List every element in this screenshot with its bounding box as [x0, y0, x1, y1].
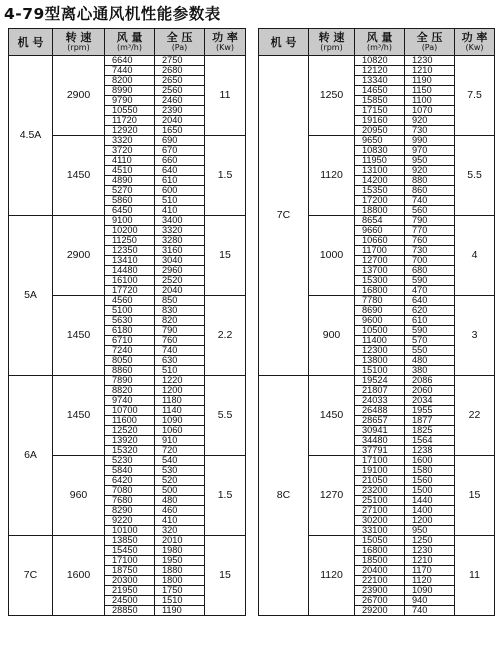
flow-cell: 22100 — [355, 576, 405, 586]
pressure-cell: 2460 — [155, 96, 205, 106]
speed-cell: 1270 — [309, 456, 355, 536]
power-cell: 5.5 — [455, 136, 495, 216]
flow-cell: 19100 — [355, 466, 405, 476]
flow-cell: 11720 — [105, 116, 155, 126]
flow-cell: 10200 — [105, 226, 155, 236]
flow-cell: 6710 — [105, 336, 155, 346]
flow-cell: 13850 — [105, 536, 155, 546]
pressure-cell: 1238 — [405, 446, 455, 456]
speed-cell: 1600 — [53, 536, 105, 616]
flow-cell: 7080 — [105, 486, 155, 496]
flow-cell: 7680 — [105, 496, 155, 506]
pressure-cell: 500 — [155, 486, 205, 496]
flow-cell: 13920 — [105, 436, 155, 446]
pressure-cell: 520 — [155, 476, 205, 486]
table-header-row — [9, 29, 246, 56]
pressure-cell: 730 — [405, 126, 455, 136]
pressure-cell: 1650 — [155, 126, 205, 136]
pressure-cell: 3400 — [155, 216, 205, 226]
flow-cell: 15100 — [355, 366, 405, 376]
flow-cell: 9220 — [105, 516, 155, 526]
pressure-cell: 640 — [155, 166, 205, 176]
power-cell: 22 — [455, 376, 495, 456]
flow-cell: 5100 — [105, 306, 155, 316]
pressure-cell: 2040 — [155, 116, 205, 126]
table-row — [9, 56, 246, 66]
flow-cell: 8654 — [355, 216, 405, 226]
flow-cell: 16800 — [355, 546, 405, 556]
flow-cell: 7780 — [355, 296, 405, 306]
pressure-cell: 1600 — [405, 456, 455, 466]
pressure-cell: 740 — [405, 196, 455, 206]
header-power: 功 率 (Kw) — [455, 29, 495, 56]
pressure-cell: 1060 — [155, 426, 205, 436]
flow-cell: 4890 — [105, 176, 155, 186]
pressure-cell: 2960 — [155, 266, 205, 276]
pressure-cell: 620 — [405, 306, 455, 316]
pressure-cell: 1090 — [155, 416, 205, 426]
flow-cell: 5840 — [105, 466, 155, 476]
pressure-cell: 670 — [155, 146, 205, 156]
pressure-cell: 640 — [405, 296, 455, 306]
pressure-cell: 3160 — [155, 246, 205, 256]
flow-cell: 3320 — [105, 136, 155, 146]
pressure-cell: 1877 — [405, 416, 455, 426]
flow-cell: 21050 — [355, 476, 405, 486]
pressure-cell: 610 — [155, 176, 205, 186]
flow-cell: 11950 — [355, 156, 405, 166]
pressure-cell: 1190 — [405, 76, 455, 86]
flow-cell: 19160 — [355, 116, 405, 126]
pressure-cell: 910 — [155, 436, 205, 446]
pressure-cell: 1800 — [155, 576, 205, 586]
page-title: 4-79型离心通风机性能参数表 — [4, 5, 221, 23]
pressure-cell: 950 — [405, 156, 455, 166]
pressure-cell: 1100 — [405, 96, 455, 106]
speed-cell: 1120 — [309, 536, 355, 616]
flow-cell: 10700 — [105, 406, 155, 416]
pressure-cell: 2040 — [155, 286, 205, 296]
flow-cell: 37791 — [355, 446, 405, 456]
pressure-cell: 700 — [405, 256, 455, 266]
flow-cell: 13800 — [355, 356, 405, 366]
flow-cell: 12300 — [355, 346, 405, 356]
pressure-cell: 1400 — [405, 506, 455, 516]
flow-cell: 5270 — [105, 186, 155, 196]
pressure-cell: 510 — [155, 196, 205, 206]
pressure-cell: 630 — [155, 356, 205, 366]
pressure-cell: 1230 — [405, 56, 455, 66]
pressure-cell: 990 — [405, 136, 455, 146]
pressure-cell: 550 — [405, 346, 455, 356]
table-row — [259, 376, 495, 386]
speed-cell: 2900 — [53, 56, 105, 136]
flow-cell: 5630 — [105, 316, 155, 326]
flow-cell: 26700 — [355, 596, 405, 606]
power-cell: 7.5 — [455, 56, 495, 136]
pressure-cell: 720 — [155, 446, 205, 456]
pressure-cell: 1250 — [405, 536, 455, 546]
flow-cell: 17720 — [105, 286, 155, 296]
pressure-cell: 2520 — [155, 276, 205, 286]
flow-cell: 15320 — [105, 446, 155, 456]
flow-cell: 6420 — [105, 476, 155, 486]
flow-cell: 26488 — [355, 406, 405, 416]
flow-cell: 10660 — [355, 236, 405, 246]
pressure-cell: 2650 — [155, 76, 205, 86]
flow-cell: 19524 — [355, 376, 405, 386]
pressure-cell: 410 — [155, 206, 205, 216]
flow-cell: 4110 — [105, 156, 155, 166]
flow-cell: 17150 — [355, 106, 405, 116]
pressure-cell: 690 — [155, 136, 205, 146]
speed-cell: 1250 — [309, 56, 355, 136]
flow-cell: 29200 — [355, 606, 405, 616]
header-model: 机 号 — [9, 29, 53, 56]
pressure-cell: 3280 — [155, 236, 205, 246]
pressure-cell: 740 — [155, 346, 205, 356]
header-speed: 转 速 (rpm) — [309, 29, 355, 56]
pressure-cell: 510 — [155, 366, 205, 376]
power-cell: 4 — [455, 216, 495, 296]
flow-cell: 18800 — [355, 206, 405, 216]
flow-cell: 20400 — [355, 566, 405, 576]
flow-cell: 24033 — [355, 396, 405, 406]
header-pressure: 全 压 (Pa) — [155, 29, 205, 56]
flow-cell: 15050 — [355, 536, 405, 546]
flow-cell: 6450 — [105, 206, 155, 216]
pressure-cell: 760 — [405, 236, 455, 246]
flow-cell: 6180 — [105, 326, 155, 336]
flow-cell: 10820 — [355, 56, 405, 66]
flow-cell: 8690 — [355, 306, 405, 316]
flow-cell: 11400 — [355, 336, 405, 346]
flow-cell: 12700 — [355, 256, 405, 266]
pressure-cell: 530 — [155, 466, 205, 476]
model-cell: 7C — [9, 536, 53, 616]
flow-cell: 28657 — [355, 416, 405, 426]
header-model: 机 号 — [259, 29, 309, 56]
pressure-cell: 320 — [155, 526, 205, 536]
model-cell: 6A — [9, 376, 53, 536]
flow-cell: 10830 — [355, 146, 405, 156]
flow-cell: 8820 — [105, 386, 155, 396]
pressure-cell: 860 — [405, 186, 455, 196]
flow-cell: 11250 — [105, 236, 155, 246]
speed-cell: 1450 — [53, 376, 105, 456]
flow-cell: 21807 — [355, 386, 405, 396]
header-pressure: 全 压 (Pa) — [405, 29, 455, 56]
flow-cell: 14480 — [105, 266, 155, 276]
performance-table-right — [258, 28, 495, 616]
flow-cell: 21950 — [105, 586, 155, 596]
pressure-cell: 920 — [405, 166, 455, 176]
pressure-cell: 540 — [155, 456, 205, 466]
pressure-cell: 470 — [405, 286, 455, 296]
pressure-cell: 940 — [405, 596, 455, 606]
pressure-cell: 1980 — [155, 546, 205, 556]
flow-cell: 16800 — [355, 286, 405, 296]
pressure-cell: 1580 — [405, 466, 455, 476]
power-cell: 1.5 — [205, 136, 246, 216]
pressure-cell: 1200 — [155, 386, 205, 396]
flow-cell: 11700 — [355, 246, 405, 256]
power-cell: 5.5 — [205, 376, 246, 456]
pressure-cell: 1200 — [405, 516, 455, 526]
flow-cell: 25100 — [355, 496, 405, 506]
pressure-cell: 410 — [155, 516, 205, 526]
pressure-cell: 1070 — [405, 106, 455, 116]
table-row — [259, 56, 495, 66]
flow-cell: 8200 — [105, 76, 155, 86]
flow-cell: 12520 — [105, 426, 155, 436]
power-cell: 3 — [455, 296, 495, 376]
pressure-cell: 680 — [405, 266, 455, 276]
pressure-cell: 2750 — [155, 56, 205, 66]
pressure-cell: 1510 — [155, 596, 205, 606]
flow-cell: 33100 — [355, 526, 405, 536]
pressure-cell: 660 — [155, 156, 205, 166]
pressure-cell: 1955 — [405, 406, 455, 416]
pressure-cell: 2034 — [405, 396, 455, 406]
power-cell: 15 — [455, 456, 495, 536]
power-cell: 15 — [205, 216, 246, 296]
pressure-cell: 2010 — [155, 536, 205, 546]
pressure-cell: 770 — [405, 226, 455, 236]
pressure-cell: 1750 — [155, 586, 205, 596]
flow-cell: 15850 — [355, 96, 405, 106]
table-row — [9, 216, 246, 226]
header-power: 功 率 (Kw) — [205, 29, 246, 56]
pressure-cell: 1560 — [405, 476, 455, 486]
pressure-cell: 880 — [405, 176, 455, 186]
pressure-cell: 970 — [405, 146, 455, 156]
pressure-cell: 610 — [405, 316, 455, 326]
flow-cell: 15300 — [355, 276, 405, 286]
pressure-cell: 790 — [405, 216, 455, 226]
speed-cell: 960 — [53, 456, 105, 536]
table-header-row — [259, 29, 495, 56]
flow-cell: 13100 — [355, 166, 405, 176]
flow-cell: 7890 — [105, 376, 155, 386]
pressure-cell: 1180 — [155, 396, 205, 406]
flow-cell: 13340 — [355, 76, 405, 86]
pressure-cell: 590 — [405, 326, 455, 336]
pressure-cell: 1440 — [405, 496, 455, 506]
pressure-cell: 460 — [155, 506, 205, 516]
flow-cell: 20950 — [355, 126, 405, 136]
pressure-cell: 760 — [155, 336, 205, 346]
pressure-cell: 1230 — [405, 546, 455, 556]
pressure-cell: 600 — [155, 186, 205, 196]
flow-cell: 7440 — [105, 66, 155, 76]
pressure-cell: 2390 — [155, 106, 205, 116]
pressure-cell: 590 — [405, 276, 455, 286]
pressure-cell: 1210 — [405, 556, 455, 566]
pressure-cell: 570 — [405, 336, 455, 346]
flow-cell: 20300 — [105, 576, 155, 586]
flow-cell: 17100 — [105, 556, 155, 566]
pressure-cell: 560 — [405, 206, 455, 216]
flow-cell: 9790 — [105, 96, 155, 106]
flow-cell: 13700 — [355, 266, 405, 276]
flow-cell: 9660 — [355, 226, 405, 236]
pressure-cell: 1150 — [405, 86, 455, 96]
flow-cell: 14650 — [355, 86, 405, 96]
pressure-cell: 2560 — [155, 86, 205, 96]
flow-cell: 17100 — [355, 456, 405, 466]
flow-cell: 4510 — [105, 166, 155, 176]
flow-cell: 9650 — [355, 136, 405, 146]
flow-cell: 5860 — [105, 196, 155, 206]
flow-cell: 23200 — [355, 486, 405, 496]
performance-table-left — [8, 28, 246, 616]
flow-cell: 12920 — [105, 126, 155, 136]
flow-cell: 9600 — [355, 316, 405, 326]
pressure-cell: 1140 — [155, 406, 205, 416]
speed-cell: 900 — [309, 296, 355, 376]
power-cell: 15 — [205, 536, 246, 616]
model-cell: 7C — [259, 56, 309, 376]
speed-cell: 1450 — [53, 136, 105, 216]
flow-cell: 8290 — [105, 506, 155, 516]
pressure-cell: 2086 — [405, 376, 455, 386]
header-flow: 风 量 (m³/h) — [355, 29, 405, 56]
model-cell: 4.5A — [9, 56, 53, 216]
pressure-cell: 2060 — [405, 386, 455, 396]
flow-cell: 9100 — [105, 216, 155, 226]
pressure-cell: 1170 — [405, 566, 455, 576]
model-cell: 5A — [9, 216, 53, 376]
header-flow: 风 量 (m³/h) — [105, 29, 155, 56]
pressure-cell: 790 — [155, 326, 205, 336]
pressure-cell: 1220 — [155, 376, 205, 386]
flow-cell: 8860 — [105, 366, 155, 376]
flow-cell: 12120 — [355, 66, 405, 76]
power-cell: 2.2 — [205, 296, 246, 376]
flow-cell: 11600 — [105, 416, 155, 426]
table-row — [9, 376, 246, 386]
flow-cell: 13410 — [105, 256, 155, 266]
flow-cell: 30941 — [355, 426, 405, 436]
flow-cell: 18750 — [105, 566, 155, 576]
pressure-cell: 480 — [155, 496, 205, 506]
flow-cell: 10100 — [105, 526, 155, 536]
flow-cell: 12350 — [105, 246, 155, 256]
model-cell: 8C — [259, 376, 309, 616]
flow-cell: 14200 — [355, 176, 405, 186]
flow-cell: 4560 — [105, 296, 155, 306]
flow-cell: 9740 — [105, 396, 155, 406]
pressure-cell: 3040 — [155, 256, 205, 266]
pressure-cell: 1120 — [405, 576, 455, 586]
flow-cell: 10500 — [355, 326, 405, 336]
power-cell: 1.5 — [205, 456, 246, 536]
pressure-cell: 480 — [405, 356, 455, 366]
flow-cell: 6640 — [105, 56, 155, 66]
pressure-cell: 920 — [405, 116, 455, 126]
flow-cell: 8990 — [105, 86, 155, 96]
pressure-cell: 1190 — [155, 606, 205, 616]
flow-cell: 28850 — [105, 606, 155, 616]
header-speed: 转 速 (rpm) — [53, 29, 105, 56]
power-cell: 11 — [205, 56, 246, 136]
pressure-cell: 950 — [405, 526, 455, 536]
pressure-cell: 730 — [405, 246, 455, 256]
flow-cell: 10550 — [105, 106, 155, 116]
pressure-cell: 1880 — [155, 566, 205, 576]
flow-cell: 8050 — [105, 356, 155, 366]
flow-cell: 24500 — [105, 596, 155, 606]
pressure-cell: 1564 — [405, 436, 455, 446]
pressure-cell: 1500 — [405, 486, 455, 496]
flow-cell: 15350 — [355, 186, 405, 196]
pressure-cell: 3320 — [155, 226, 205, 236]
flow-cell: 27100 — [355, 506, 405, 516]
flow-cell: 18500 — [355, 556, 405, 566]
table-row — [9, 536, 246, 546]
speed-cell: 1000 — [309, 216, 355, 296]
speed-cell: 1450 — [53, 296, 105, 376]
flow-cell: 7240 — [105, 346, 155, 356]
pressure-cell: 1090 — [405, 586, 455, 596]
speed-cell: 1450 — [309, 376, 355, 456]
flow-cell: 23900 — [355, 586, 405, 596]
flow-cell: 3720 — [105, 146, 155, 156]
pressure-cell: 850 — [155, 296, 205, 306]
flow-cell: 16100 — [105, 276, 155, 286]
pressure-cell: 830 — [155, 306, 205, 316]
pressure-cell: 1825 — [405, 426, 455, 436]
pressure-cell: 1950 — [155, 556, 205, 566]
pressure-cell: 1210 — [405, 66, 455, 76]
pressure-cell: 2680 — [155, 66, 205, 76]
flow-cell: 30200 — [355, 516, 405, 526]
pressure-cell: 740 — [405, 606, 455, 616]
power-cell: 11 — [455, 536, 495, 616]
speed-cell: 2900 — [53, 216, 105, 296]
flow-cell: 34480 — [355, 436, 405, 446]
flow-cell: 17200 — [355, 196, 405, 206]
flow-cell: 15450 — [105, 546, 155, 556]
pressure-cell: 380 — [405, 366, 455, 376]
flow-cell: 5230 — [105, 456, 155, 466]
speed-cell: 1120 — [309, 136, 355, 216]
pressure-cell: 820 — [155, 316, 205, 326]
